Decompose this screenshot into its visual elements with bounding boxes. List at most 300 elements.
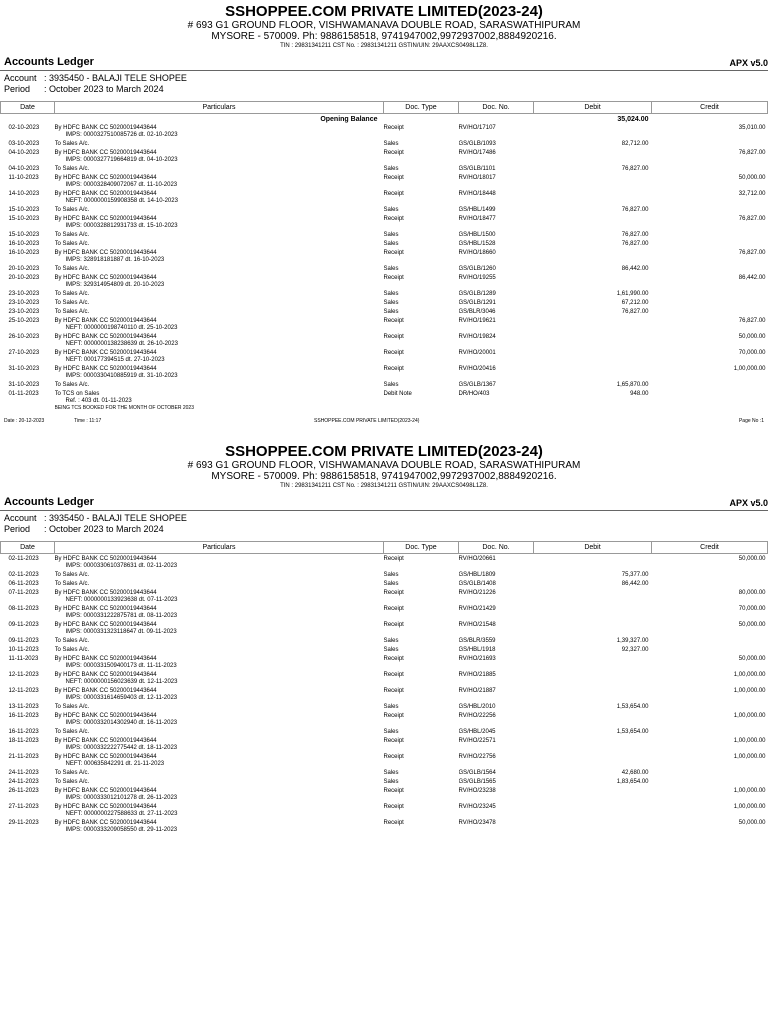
row-debit: 76,827.00: [621, 207, 649, 213]
row-credit: 32,712.00: [738, 191, 766, 197]
row-credit: [652, 768, 768, 777]
row-doc-type: Receipt: [383, 334, 404, 340]
ledger-row: [1, 554, 768, 571]
ledger-row: [1, 239, 768, 248]
row-doc-type: Sales: [383, 704, 399, 710]
row-debit: 1,53,654.00: [616, 704, 649, 710]
row-date: 16-10-2023: [8, 241, 40, 247]
row-doc-no: GS/HBL/2010: [458, 704, 496, 710]
row-particulars-main: To Sales A/c.: [54, 572, 90, 578]
row-particulars-main: By HDFC BANK CC 50200019443644: [54, 318, 157, 324]
row-date: 08-11-2023: [8, 606, 39, 612]
col-debit: Debit: [534, 542, 652, 554]
row-doc-no: DR/HO/403: [458, 391, 490, 397]
row-particulars: [55, 173, 384, 189]
row-doc-no: GS/BLR/3046: [458, 309, 496, 315]
row-date: 23-10-2023: [8, 300, 40, 306]
row-credit: [652, 777, 768, 786]
ledger-row: [1, 307, 768, 316]
col-debit: Debit: [534, 102, 652, 114]
company-tax-ids: TIN : 29831341211 CST No. : 29831341211 GSTIN/UIN: 29AAXCS0498L1Z8.: [280, 483, 488, 489]
row-particulars-main: To Sales A/c.: [54, 141, 90, 147]
row-particulars-reference: NEFT: 0000000156023639 dt. 12-11-2023: [65, 679, 178, 685]
row-particulars: [55, 570, 384, 579]
row-particulars-reference: IMPS: 0000332222775442 dt. 18-11-2023: [65, 745, 178, 751]
row-date: 15-10-2023: [8, 232, 40, 238]
row-particulars-reference: IMPS: 328918181887 dt. 16-10-2023: [65, 257, 165, 263]
row-date: 06-11-2023: [8, 581, 39, 587]
row-particulars-main: To Sales A/c.: [54, 232, 90, 238]
ledger-row: [1, 230, 768, 239]
account-value: : 3935450 - BALAJI TELE SHOPEE: [44, 73, 187, 83]
row-particulars-main: To Sales A/c.: [54, 309, 90, 315]
row-particulars: [55, 645, 384, 654]
row-doc-no: RV/HO/21885: [458, 672, 496, 678]
row-doc-no: RV/HO/19824: [458, 334, 496, 340]
row-debit: 1,65,870.00: [616, 382, 649, 388]
row-credit: 76,827.00: [738, 318, 766, 324]
row-debit: 76,827.00: [621, 166, 649, 172]
row-doc-no: GS/GLB/1093: [458, 141, 496, 147]
row-credit: 1,00,000.00: [733, 788, 766, 794]
page-footer: [0, 412, 768, 424]
row-credit: [652, 239, 768, 248]
row-particulars-main: By HDFC BANK CC 50200019443644: [54, 250, 157, 256]
row-credit: [652, 579, 768, 588]
row-date: 27-11-2023: [8, 804, 39, 810]
row-debit: [534, 604, 652, 620]
row-particulars: [55, 273, 384, 289]
row-debit: 82,712.00: [621, 141, 649, 147]
row-doc-type: Sales: [383, 382, 399, 388]
row-debit: 92,327.00: [621, 647, 649, 653]
ledger-row: [1, 645, 768, 654]
row-credit: 1,00,000.00: [733, 713, 766, 719]
row-doc-no: GS/GLB/1564: [458, 770, 496, 776]
ledger-row: [1, 786, 768, 802]
row-doc-type: Sales: [383, 638, 399, 644]
row-doc-no: RV/HO/22756: [458, 754, 496, 760]
row-particulars-reference: IMPS: 0000333012101278 dt. 26-11-2023: [65, 795, 178, 801]
row-particulars: [55, 818, 384, 834]
row-particulars: [55, 364, 384, 380]
row-date: 02-10-2023: [8, 125, 40, 131]
row-particulars-main: To Sales A/c.: [54, 241, 90, 247]
row-date: 24-11-2023: [8, 770, 39, 776]
row-particulars-reference: IMPS: 0000328409072067 dt. 11-10-2023: [65, 182, 178, 188]
ledger-row: [1, 214, 768, 230]
col-doc-no: Doc. No.: [459, 542, 534, 554]
row-particulars: [55, 768, 384, 777]
row-date: 25-10-2023: [8, 318, 40, 324]
row-particulars-main: To Sales A/c.: [54, 647, 90, 653]
row-doc-type: Sales: [383, 141, 399, 147]
ledger-page-2: [0, 440, 768, 834]
row-date: 15-10-2023: [8, 216, 40, 222]
report-title: Accounts Ledger: [4, 496, 94, 508]
row-particulars: [55, 148, 384, 164]
row-debit: [534, 554, 652, 571]
row-doc-type: Receipt: [383, 125, 404, 131]
row-debit: 76,827.00: [621, 232, 649, 238]
row-debit: 42,680.00: [621, 770, 649, 776]
row-doc-type: Sales: [383, 300, 399, 306]
row-date: 16-11-2023: [8, 713, 39, 719]
row-credit: [652, 389, 768, 412]
app-version: APX v5.0: [729, 58, 768, 68]
row-doc-no: RV/HO/17486: [458, 150, 496, 156]
row-doc-no: RV/HO/21226: [458, 590, 496, 596]
row-credit: 50,000.00: [738, 334, 766, 340]
account-info: [0, 511, 768, 541]
ledger-row: [1, 264, 768, 273]
row-date: 15-10-2023: [8, 207, 40, 213]
row-debit: [534, 686, 652, 702]
row-particulars: [55, 670, 384, 686]
row-particulars-reference: IMPS: 0000327719664819 dt. 04-10-2023: [65, 157, 178, 163]
col-credit: Credit: [652, 102, 768, 114]
row-particulars-main: By HDFC BANK CC 50200019443644: [54, 334, 157, 340]
row-particulars: [55, 777, 384, 786]
report-header: [0, 496, 768, 510]
row-particulars: [55, 389, 384, 412]
row-debit: 1,61,990.00: [616, 291, 649, 297]
row-particulars-main: By HDFC BANK CC 50200019443644: [54, 820, 157, 826]
ledger-row: [1, 711, 768, 727]
row-date: 12-11-2023: [8, 688, 39, 694]
row-particulars-reference: IMPS: 0000331614659403 dt. 12-11-2023: [65, 695, 178, 701]
row-credit: 1,00,000.00: [733, 366, 766, 372]
row-doc-type: Receipt: [383, 606, 404, 612]
row-doc-type: Receipt: [383, 622, 404, 628]
account-value: : 3935450 - BALAJI TELE SHOPEE: [44, 513, 187, 523]
footer-company: SSHOPPEE.COM PRIVATE LIMITED(2023-24): [314, 418, 420, 424]
row-particulars: [55, 752, 384, 768]
row-particulars: [55, 205, 384, 214]
row-doc-type: Receipt: [383, 175, 404, 181]
row-debit: [534, 214, 652, 230]
row-credit: [652, 636, 768, 645]
row-doc-type: Receipt: [383, 820, 404, 826]
row-particulars: [55, 239, 384, 248]
row-particulars-main: By HDFC BANK CC 50200019443644: [54, 606, 157, 612]
col-date: Date: [1, 102, 55, 114]
row-debit: 1,39,327.00: [616, 638, 649, 644]
ledger-table: [0, 541, 768, 834]
row-credit: 76,827.00: [738, 150, 766, 156]
ledger-row: [1, 670, 768, 686]
row-particulars-main: To Sales A/c.: [54, 729, 90, 735]
row-doc-no: RV/HO/20661: [458, 556, 496, 562]
row-debit: [534, 189, 652, 205]
row-debit: [534, 348, 652, 364]
ledger-row: [1, 189, 768, 205]
account-label: Account: [4, 513, 37, 523]
row-date: 26-10-2023: [8, 334, 40, 340]
row-credit: 50,000.00: [738, 820, 766, 826]
row-particulars: [55, 298, 384, 307]
row-doc-no: RV/HO/20001: [458, 350, 496, 356]
row-doc-type: Sales: [383, 232, 399, 238]
row-credit: 1,00,000.00: [733, 804, 766, 810]
row-particulars-reference: NEFT: 0000000138238639 dt. 26-10-2023: [65, 341, 178, 347]
row-doc-type: Receipt: [383, 804, 404, 810]
row-particulars: [55, 307, 384, 316]
row-debit: 76,827.00: [621, 309, 649, 315]
row-doc-type: Sales: [383, 770, 399, 776]
row-doc-no: GS/GLB/1565: [458, 779, 496, 785]
row-doc-type: Receipt: [383, 656, 404, 662]
account-info: [0, 71, 768, 101]
footer-date: Date : 20-12-2023: [4, 418, 45, 424]
row-particulars-reference: NEFT: 0000000227588633 dt. 27-11-2023: [65, 811, 178, 817]
ledger-row: [1, 818, 768, 834]
ledger-row: [1, 348, 768, 364]
row-particulars: [55, 802, 384, 818]
report-header: [0, 56, 768, 70]
row-particulars: [55, 332, 384, 348]
row-particulars-reference: IMPS: 0000331222875781 dt. 08-11-2023: [65, 613, 178, 619]
row-debit: 67,212.00: [621, 300, 649, 306]
row-date: 31-10-2023: [8, 382, 40, 388]
row-doc-no: GS/GLB/1367: [458, 382, 496, 388]
row-particulars: [55, 636, 384, 645]
row-debit: [534, 123, 652, 139]
row-credit: [652, 727, 768, 736]
row-doc-no: RV/HO/18660: [458, 250, 496, 256]
row-doc-no: RV/HO/21693: [458, 656, 496, 662]
ledger-row: [1, 298, 768, 307]
row-doc-no: RV/HO/23245: [458, 804, 496, 810]
row-credit: 76,827.00: [738, 216, 766, 222]
row-credit: [652, 380, 768, 389]
row-credit: 50,000.00: [738, 175, 766, 181]
row-date: 02-11-2023: [8, 556, 39, 562]
row-doc-type: Receipt: [383, 191, 404, 197]
row-doc-no: GS/GLB/1408: [458, 581, 496, 587]
row-debit: [534, 786, 652, 802]
row-particulars-main: By HDFC BANK CC 50200019443644: [54, 804, 157, 810]
row-particulars-reference: IMPS: 0000330610378631 dt. 02-11-2023: [65, 563, 178, 569]
row-doc-type: Sales: [383, 647, 399, 653]
row-particulars: [55, 348, 384, 364]
app-version: APX v5.0: [729, 498, 768, 508]
row-doc-type: Receipt: [383, 366, 404, 372]
row-particulars-main: To Sales A/c.: [54, 638, 90, 644]
row-doc-type: Sales: [383, 241, 399, 247]
row-doc-type: Receipt: [383, 688, 404, 694]
ledger-row: [1, 380, 768, 389]
row-debit: 86,442.00: [621, 581, 649, 587]
ledger-row: [1, 727, 768, 736]
row-doc-type: Receipt: [383, 250, 404, 256]
ledger-page-1: [0, 0, 768, 424]
row-date: 26-11-2023: [8, 788, 39, 794]
table-header-row: [1, 542, 768, 554]
row-particulars: [55, 123, 384, 139]
row-credit: 1,00,000.00: [733, 688, 766, 694]
row-doc-no: RV/HO/21429: [458, 606, 496, 612]
row-date: 01-11-2023: [8, 391, 39, 397]
row-date: 10-11-2023: [8, 647, 39, 653]
row-particulars: [55, 604, 384, 620]
row-particulars: [55, 554, 384, 571]
row-credit: [652, 570, 768, 579]
row-date: 31-10-2023: [8, 366, 40, 372]
row-credit: [652, 264, 768, 273]
row-particulars-main: By HDFC BANK CC 50200019443644: [54, 688, 157, 694]
row-particulars: [55, 248, 384, 264]
row-debit: [534, 818, 652, 834]
row-credit: 50,000.00: [738, 656, 766, 662]
row-debit: 86,442.00: [621, 266, 649, 272]
row-particulars-main: By HDFC BANK CC 50200019443644: [54, 216, 157, 222]
col-doc-type: Doc. Type: [384, 102, 459, 114]
row-particulars-main: By HDFC BANK CC 50200019443644: [54, 556, 157, 562]
row-credit: 1,00,000.00: [733, 738, 766, 744]
row-doc-type: Receipt: [383, 590, 404, 596]
row-credit: 50,000.00: [738, 556, 766, 562]
row-doc-type: Receipt: [383, 738, 404, 744]
row-credit: 1,00,000.00: [733, 754, 766, 760]
row-doc-type: Sales: [383, 291, 399, 297]
row-doc-no: GS/HBL/1528: [458, 241, 496, 247]
row-credit: 86,442.00: [738, 275, 766, 281]
ledger-row: [1, 205, 768, 214]
row-debit: [534, 248, 652, 264]
col-doc-no: Doc. No.: [459, 102, 534, 114]
ledger-row: [1, 604, 768, 620]
ledger-row: [1, 173, 768, 189]
row-particulars-main: By HDFC BANK CC 50200019443644: [54, 713, 157, 719]
row-debit: [534, 670, 652, 686]
ledger-row: [1, 570, 768, 579]
row-particulars-reference: IMPS: 0000331509400173 dt. 11-11-2023: [65, 663, 177, 669]
row-particulars-main: By HDFC BANK CC 50200019443644: [54, 275, 157, 281]
row-particulars-reference: IMPS: 0000333209058550 dt. 29-11-2023: [65, 827, 178, 833]
report-title: Accounts Ledger: [4, 56, 94, 68]
row-particulars-reference: IMPS: 0000331323118647 dt. 09-11-2023: [65, 629, 177, 635]
row-credit: 35,010.00: [738, 125, 766, 131]
ledger-row: [1, 273, 768, 289]
company-name: SSHOPPEE.COM PRIVATE LIMITED(2023-24): [225, 3, 543, 20]
row-debit: 76,827.00: [621, 241, 649, 247]
row-doc-no: RV/HO/21887: [458, 688, 496, 694]
row-particulars-main: By HDFC BANK CC 50200019443644: [54, 590, 157, 596]
row-particulars-main: To Sales A/c.: [54, 291, 90, 297]
company-name: SSHOPPEE.COM PRIVATE LIMITED(2023-24): [225, 443, 543, 460]
row-doc-type: Sales: [383, 729, 399, 735]
footer-time: Time : 11:17: [74, 418, 102, 424]
ledger-row: [1, 316, 768, 332]
row-date: 09-11-2023: [8, 638, 39, 644]
ledger-row: [1, 148, 768, 164]
row-debit: [534, 711, 652, 727]
row-credit: [652, 205, 768, 214]
row-doc-type: Receipt: [383, 150, 404, 156]
row-doc-no: RV/HO/20416: [458, 366, 496, 372]
ledger-row: [1, 686, 768, 702]
row-doc-type: Receipt: [383, 275, 404, 281]
row-credit: [652, 289, 768, 298]
row-particulars: [55, 316, 384, 332]
col-date: Date: [1, 542, 55, 554]
row-particulars: [55, 189, 384, 205]
row-particulars: [55, 786, 384, 802]
row-particulars-narration: BEING TCS BOOKED FOR THE MONTH OF OCTOBER 2023: [54, 405, 194, 411]
opening-balance-debit: 35,024.00: [617, 116, 649, 123]
row-doc-type: Sales: [383, 572, 399, 578]
row-debit: 75,377.00: [621, 572, 649, 578]
row-doc-type: Receipt: [383, 350, 404, 356]
row-date: 11-10-2023: [8, 175, 39, 181]
row-particulars: [55, 620, 384, 636]
row-particulars-main: By HDFC BANK CC 50200019443644: [54, 656, 157, 662]
row-date: 13-11-2023: [8, 704, 39, 710]
table-header-row: [1, 102, 768, 114]
row-debit: [534, 620, 652, 636]
row-debit: 1,83,654.00: [616, 779, 649, 785]
row-particulars-main: To Sales A/c.: [54, 266, 90, 272]
row-doc-no: RV/HO/19255: [458, 275, 496, 281]
row-doc-no: GS/HBL/1500: [458, 232, 496, 238]
ledger-row: [1, 289, 768, 298]
row-doc-type: Sales: [383, 266, 399, 272]
row-date: 09-11-2023: [8, 622, 39, 628]
ledger-row: [1, 802, 768, 818]
opening-balance-label: Opening Balance: [320, 116, 378, 123]
row-particulars-main: To TCS on Sales: [54, 391, 100, 397]
ledger-row: [1, 579, 768, 588]
row-doc-type: Sales: [383, 779, 399, 785]
row-debit: [534, 736, 652, 752]
row-date: 24-11-2023: [8, 779, 39, 785]
row-particulars: [55, 736, 384, 752]
row-date: 23-10-2023: [8, 291, 40, 297]
ledger-row: [1, 636, 768, 645]
row-particulars-main: By HDFC BANK CC 50200019443644: [54, 191, 157, 197]
opening-balance-row: [1, 114, 768, 124]
col-particulars: Particulars: [55, 102, 384, 114]
col-particulars: Particulars: [55, 542, 384, 554]
row-particulars-reference: IMPS: 0000328812931733 dt. 15-10-2023: [65, 223, 178, 229]
row-particulars-main: To Sales A/c.: [54, 770, 90, 776]
ledger-row: [1, 588, 768, 604]
row-debit: [534, 588, 652, 604]
row-particulars: [55, 702, 384, 711]
ledger-row: [1, 248, 768, 264]
row-credit: 70,000.00: [738, 606, 766, 612]
row-doc-no: RV/HO/19621: [458, 318, 496, 324]
row-doc-no: RV/HO/22256: [458, 713, 496, 719]
row-doc-no: RV/HO/18017: [458, 175, 496, 181]
row-particulars-main: To Sales A/c.: [54, 166, 90, 172]
ledger-row: [1, 777, 768, 786]
row-doc-type: Sales: [383, 581, 399, 587]
row-particulars-main: By HDFC BANK CC 50200019443644: [54, 672, 157, 678]
col-credit: Credit: [652, 542, 768, 554]
row-date: 23-10-2023: [8, 309, 40, 315]
ledger-row: [1, 389, 768, 412]
row-date: 27-10-2023: [8, 350, 40, 356]
row-doc-no: RV/HO/21548: [458, 622, 496, 628]
ledger-row: [1, 620, 768, 636]
row-credit: 70,000.00: [738, 350, 766, 356]
ledger-row: [1, 332, 768, 348]
row-particulars-reference: IMPS: 0000330410885919 dt. 31-10-2023: [65, 373, 178, 379]
row-particulars-main: By HDFC BANK CC 50200019443644: [54, 788, 157, 794]
ledger-row: [1, 702, 768, 711]
